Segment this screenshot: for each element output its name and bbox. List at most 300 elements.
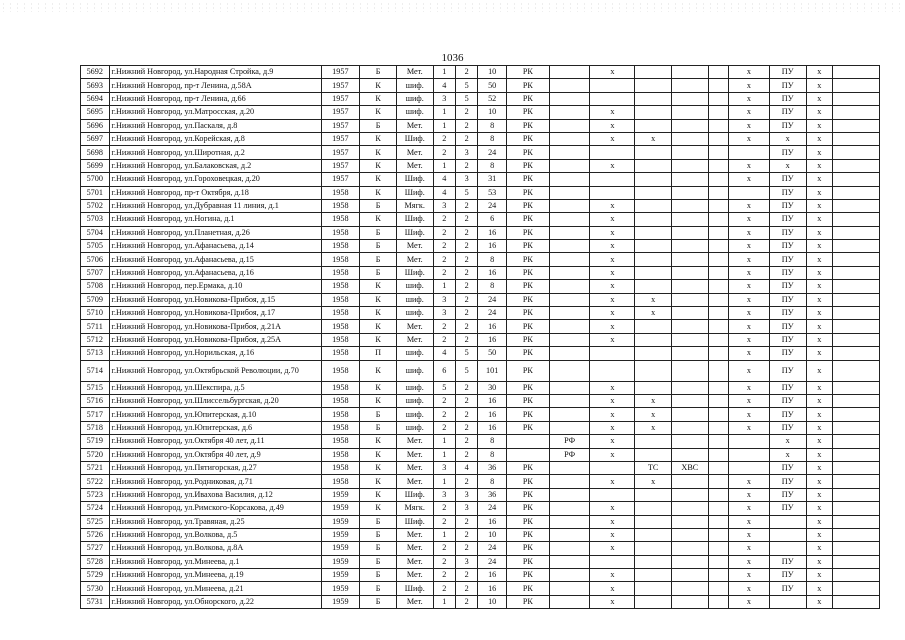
table-cell [590,347,635,360]
table-row [81,360,880,381]
table-cell: 1 [433,528,455,541]
table-cell: х [806,408,832,421]
table-row [81,253,880,266]
table-cell [590,555,635,568]
row-number-cell: 5725 [81,515,110,528]
table-cell: х [590,159,635,172]
address-cell: г.Нижний Новгород, ул.Октября 40 лет, д.9 [109,448,321,461]
table-cell: К [360,333,397,346]
table-row [81,448,880,461]
table-cell: РК [506,66,549,79]
table-cell: 24 [478,542,507,555]
table-cell: 3 [433,461,455,474]
table-cell: 24 [478,502,507,515]
table-cell: х [590,307,635,320]
table-cell: Мягк. [396,199,433,212]
table-cell [590,461,635,474]
table-cell [672,320,709,333]
table-cell: К [360,159,397,172]
table-cell [832,381,879,394]
table-cell: х [729,528,770,541]
table-cell [708,253,728,266]
table-cell: 2 [456,66,478,79]
table-cell [635,528,672,541]
table-cell [635,555,672,568]
table-cell [832,320,879,333]
table-cell: х [729,293,770,306]
table-cell [708,226,728,239]
table-cell [549,542,590,555]
table-cell [672,132,709,145]
table-cell: Шиф. [396,488,433,501]
table-cell [672,266,709,279]
table-cell: ПУ [769,408,806,421]
table-cell: К [360,461,397,474]
table-cell [832,333,879,346]
table-cell: х [729,394,770,407]
table-cell: 4 [433,173,455,186]
address-cell: г.Нижний Новгород, ул.Планетная, д.26 [109,226,321,239]
table-cell: 1957 [321,119,360,132]
table-cell: х [729,199,770,212]
table-cell: 2 [456,213,478,226]
table-cell: 4 [433,347,455,360]
table-cell: шиф. [396,408,433,421]
table-cell [549,253,590,266]
table-cell: К [360,360,397,381]
table-cell: 16 [478,515,507,528]
table-cell: шиф. [396,280,433,293]
table-cell [635,186,672,199]
table-cell [708,347,728,360]
table-cell [729,448,770,461]
table-cell: РК [506,226,549,239]
table-cell [832,360,879,381]
table-cell: 2 [456,106,478,119]
table-cell: х [590,528,635,541]
row-number-cell: 5699 [81,159,110,172]
table-cell: 1959 [321,488,360,501]
table-cell: РК [506,159,549,172]
table-cell: х [729,569,770,582]
table-cell [672,293,709,306]
table-cell: Мет. [396,448,433,461]
table-cell: х [769,132,806,145]
table-cell [549,266,590,279]
table-cell [708,266,728,279]
table-cell: 10 [478,595,507,608]
table-cell: 8 [478,159,507,172]
table-cell: 1 [433,66,455,79]
address-cell: г.Нижний Новгород, пер.Ермака, д.10 [109,280,321,293]
table-row [81,106,880,119]
table-cell: 2 [433,408,455,421]
address-cell: г.Нижний Новгород, ул.Афанасьева, д.14 [109,240,321,253]
table-cell: 2 [456,448,478,461]
table-cell: х [729,515,770,528]
table-cell [635,333,672,346]
table-cell: 50 [478,79,507,92]
table-cell: 8 [478,119,507,132]
table-cell: х [806,421,832,434]
table-cell: шиф. [396,106,433,119]
table-cell: х [806,132,832,145]
table-cell: ПУ [769,213,806,226]
table-cell: РК [506,293,549,306]
table-cell: 24 [478,307,507,320]
address-cell: г.Нижний Новгород, ул.Афанасьева, д.16 [109,266,321,279]
table-cell: ПУ [769,360,806,381]
table-cell [769,515,806,528]
table-cell [672,408,709,421]
table-cell: 4 [433,79,455,92]
table-cell: ПУ [769,307,806,320]
table-cell: х [729,159,770,172]
table-cell: 4 [433,186,455,199]
table-cell: РК [506,307,549,320]
table-cell: РК [506,528,549,541]
table-cell: 36 [478,488,507,501]
table-cell: х [590,266,635,279]
table-cell: 1958 [321,266,360,279]
address-cell: г.Нижний Новгород, ул.Афанасьева, д.15 [109,253,321,266]
table-cell: 50 [478,347,507,360]
row-number-cell: 5712 [81,333,110,346]
table-cell: х [729,595,770,608]
table-cell: Б [360,199,397,212]
table-cell [635,502,672,515]
row-number-cell: 5703 [81,213,110,226]
table-cell: х [590,435,635,448]
table-cell: РК [506,461,549,474]
table-cell: Мет. [396,333,433,346]
table-cell: 1958 [321,394,360,407]
table-cell [832,421,879,434]
table-cell [549,293,590,306]
table-cell: х [769,448,806,461]
table-cell: 3 [433,92,455,105]
table-cell: 2 [433,240,455,253]
table-cell: 1959 [321,555,360,568]
table-cell: х [806,448,832,461]
table-cell: 1959 [321,528,360,541]
table-cell [708,146,728,159]
address-cell: г.Нижний Новгород, ул.Шекспира, д.5 [109,381,321,394]
table-cell: РК [506,502,549,515]
table-cell: 2 [433,555,455,568]
table-cell: ПУ [769,92,806,105]
table-cell: Мет. [396,159,433,172]
table-cell: х [806,159,832,172]
address-cell: г.Нижний Новгород, ул.Новикова-Прибоя, д.17 [109,307,321,320]
table-cell: Б [360,408,397,421]
row-number-cell: 5711 [81,320,110,333]
table-cell: РК [506,253,549,266]
table-cell [635,199,672,212]
table-cell: 1958 [321,408,360,421]
table-cell: х [729,542,770,555]
table-cell: х [590,394,635,407]
table-cell: ПУ [769,79,806,92]
table-cell: Шиф. [396,582,433,595]
table-cell [708,488,728,501]
table-cell: 1958 [321,360,360,381]
table-cell: х [590,106,635,119]
table-cell: К [360,502,397,515]
table-cell: 1 [433,119,455,132]
table-cell: х [590,320,635,333]
table-cell: х [806,106,832,119]
table-cell: Б [360,555,397,568]
table-cell [672,253,709,266]
table-cell [672,307,709,320]
row-number-cell: 5707 [81,266,110,279]
table-cell [549,461,590,474]
table-cell: ПУ [769,320,806,333]
table-cell [672,528,709,541]
table-row [81,569,880,582]
table-cell [549,280,590,293]
table-cell [590,488,635,501]
table-cell: 2 [456,132,478,145]
table-cell [832,448,879,461]
table-cell: ПУ [769,106,806,119]
table-cell [672,582,709,595]
table-cell [672,159,709,172]
table-cell: К [360,475,397,488]
table-cell: х [590,569,635,582]
table-cell [590,186,635,199]
table-cell: х [729,488,770,501]
table-cell [832,293,879,306]
table-cell [708,435,728,448]
address-cell: г.Нижний Новгород, ул.Балаковская, д.2 [109,159,321,172]
table-row [81,119,880,132]
table-cell: РК [506,320,549,333]
table-cell [832,488,879,501]
table-cell: шиф. [396,421,433,434]
table-row [81,226,880,239]
table-cell: 8 [478,253,507,266]
table-cell [708,92,728,105]
table-cell: К [360,293,397,306]
table-cell [708,240,728,253]
table-cell [549,186,590,199]
table-cell: 1957 [321,159,360,172]
table-cell [635,435,672,448]
table-cell: 2 [456,421,478,434]
table-cell: ПУ [769,119,806,132]
table-cell: РК [506,146,549,159]
table-cell: ПУ [769,173,806,186]
table-cell: Шиф. [396,226,433,239]
row-number-cell: 5705 [81,240,110,253]
table-cell: х [806,394,832,407]
table-row [81,240,880,253]
table-cell: 1959 [321,569,360,582]
table-cell: ПУ [769,293,806,306]
table-cell [549,347,590,360]
table-cell [729,186,770,199]
table-cell [672,488,709,501]
address-cell: г.Нижний Новгород, ул.Родниковая, д.71 [109,475,321,488]
table-cell: Б [360,240,397,253]
table-cell [635,320,672,333]
table-cell [708,333,728,346]
table-cell: х [729,582,770,595]
table-cell: 1957 [321,173,360,186]
table-cell: К [360,106,397,119]
table-cell: 16 [478,408,507,421]
table-cell: 1957 [321,132,360,145]
address-cell: г.Нижний Новгород, ул.Паскаля, д.8 [109,119,321,132]
table-cell [708,421,728,434]
table-cell: 1 [433,280,455,293]
table-cell [708,569,728,582]
table-cell [708,582,728,595]
table-cell: х [590,213,635,226]
address-cell: г.Нижний Новгород, ул.Ногина, д.1 [109,213,321,226]
table-cell: 1958 [321,461,360,474]
table-cell: ПУ [769,421,806,434]
table-cell: ПУ [769,394,806,407]
table-cell: 2 [433,502,455,515]
table-cell: 16 [478,569,507,582]
table-cell: х [806,435,832,448]
address-cell: г.Нижний Новгород, ул.Корейская, д.8 [109,132,321,145]
table-cell: Мет. [396,66,433,79]
table-cell: х [729,475,770,488]
table-cell [708,159,728,172]
table-cell: х [729,280,770,293]
address-cell: г.Нижний Новгород, пр-т Октября, д.18 [109,186,321,199]
table-cell: 52 [478,92,507,105]
table-cell: 1958 [321,333,360,346]
table-cell: х [590,199,635,212]
table-cell: Шиф. [396,186,433,199]
table-cell: х [806,320,832,333]
table-cell: Мет. [396,320,433,333]
table-cell [832,502,879,515]
table-cell [549,66,590,79]
table-row [81,555,880,568]
table-cell: 3 [433,307,455,320]
table-cell [672,226,709,239]
table-cell: РК [506,199,549,212]
table-cell: 1958 [321,293,360,306]
table-cell [708,79,728,92]
table-cell: 8 [478,475,507,488]
table-cell: 2 [456,394,478,407]
table-cell: Мет. [396,475,433,488]
table-row [81,595,880,608]
table-cell [549,595,590,608]
table-cell: х [729,421,770,434]
table-cell: К [360,146,397,159]
table-cell: РФ [549,435,590,448]
table-cell [708,461,728,474]
table-cell: х [590,408,635,421]
table-cell: РК [506,394,549,407]
table-cell: Б [360,421,397,434]
table-row [81,475,880,488]
table-cell: 1958 [321,320,360,333]
table-cell: х [635,293,672,306]
address-cell: г.Нижний Новгород, ул.Октябрьской Революции, д.70 [109,360,321,381]
table-cell: х [806,199,832,212]
table-cell: ПУ [769,569,806,582]
table-cell: 1957 [321,146,360,159]
row-number-cell: 5694 [81,92,110,105]
table-cell [549,408,590,421]
row-number-cell: 5706 [81,253,110,266]
table-cell [832,92,879,105]
table-row [81,92,880,105]
row-number-cell: 5714 [81,360,110,381]
table-cell [832,266,879,279]
address-cell: г.Нижний Новгород, ул.Волкова, д.5 [109,528,321,541]
row-number-cell: 5721 [81,461,110,474]
table-cell: 16 [478,421,507,434]
address-cell: г.Нижний Новгород, ул.Народная Стройка, д.9 [109,66,321,79]
table-cell: х [806,502,832,515]
table-cell: х [806,569,832,582]
table-cell: х [769,159,806,172]
table-cell: 16 [478,320,507,333]
table-cell: ПУ [769,582,806,595]
address-cell: г.Нижний Новгород, ул.Юпитерская, д.10 [109,408,321,421]
table-cell: 16 [478,240,507,253]
table-cell: шиф. [396,293,433,306]
table-cell: 10 [478,106,507,119]
table-cell [549,320,590,333]
table-cell [549,159,590,172]
table-cell [672,502,709,515]
table-cell [832,213,879,226]
table-cell: РК [506,582,549,595]
table-cell [549,119,590,132]
row-number-cell: 5723 [81,488,110,501]
table-row [81,528,880,541]
row-number-cell: 5692 [81,66,110,79]
table-cell [672,555,709,568]
row-number-cell: 5724 [81,502,110,515]
table-cell: К [360,488,397,501]
table-cell: 2 [433,542,455,555]
table-cell [635,582,672,595]
table-cell: 2 [456,475,478,488]
table-cell: х [806,280,832,293]
table-cell [672,448,709,461]
table-cell: х [590,226,635,239]
table-cell: х [729,66,770,79]
table-cell: К [360,92,397,105]
table-cell: 2 [433,132,455,145]
table-cell: Б [360,542,397,555]
table-cell: 1958 [321,240,360,253]
table-cell: 1958 [321,199,360,212]
table-cell: 1958 [321,253,360,266]
row-number-cell: 5730 [81,582,110,595]
table-cell: х [806,347,832,360]
table-row [81,159,880,172]
table-cell: ПУ [769,461,806,474]
table-cell [549,475,590,488]
table-cell: х [806,488,832,501]
table-cell: РК [506,569,549,582]
table-cell [672,360,709,381]
table-row [81,320,880,333]
